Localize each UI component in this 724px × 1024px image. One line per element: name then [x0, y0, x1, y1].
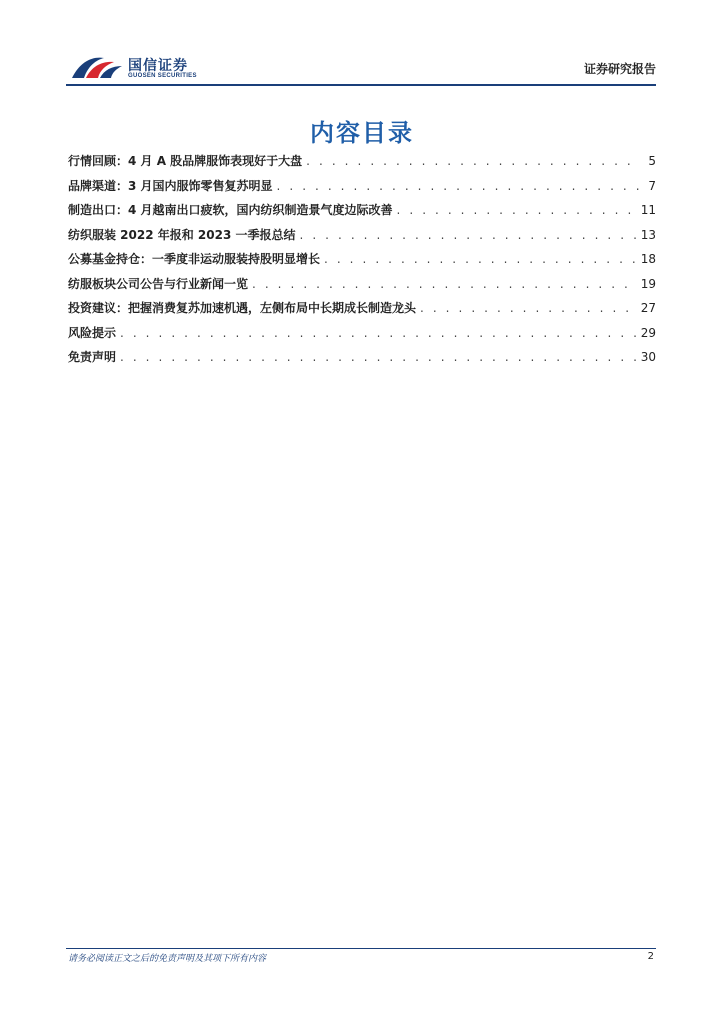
toc-title: 内容目录	[310, 119, 414, 147]
guosen-logo-icon	[70, 52, 124, 82]
toc-dot-leader	[306, 154, 640, 168]
toc-entry-label: 品牌渠道：3 月国内服饰零售复苏明显	[68, 178, 273, 193]
toc-entry-page: 18	[640, 252, 656, 266]
toc-dot-leader	[252, 277, 637, 291]
toc-entry-investment-advice[interactable]	[68, 299, 656, 324]
page-header	[70, 50, 656, 84]
report-type-label: 证券研究报告	[583, 62, 656, 76]
footer-divider	[66, 948, 656, 949]
header-divider	[66, 84, 656, 86]
footer-disclaimer-note: 请务必阅读正文之后的免责声明及其项下所有内容	[68, 954, 267, 964]
toc-entry-page: 29	[640, 325, 656, 340]
table-of-contents	[68, 152, 656, 373]
guosen-logo	[70, 52, 210, 82]
toc-entry-page: 13	[640, 227, 656, 242]
toc-dot-leader	[120, 350, 637, 364]
logo-text-cn: 国信证券	[128, 58, 188, 74]
toc-entry-label: 行情回顾：4 月 A 股品牌服饰表现好于大盘	[68, 154, 303, 168]
toc-entry-page: 19	[640, 276, 656, 291]
toc-entry-label: 纺服板块公司公告与行业新闻一览	[68, 276, 249, 291]
toc-entry-label: 免责声明	[68, 350, 117, 364]
toc-entry-risk-warning[interactable]	[68, 324, 656, 349]
toc-entry-brand-channel[interactable]	[68, 177, 656, 202]
toc-entry-page: 5	[648, 154, 656, 168]
toc-entry-label: 公募基金持仓：一季度非运动服装持股明显增长	[68, 252, 321, 266]
logo-text-en: GUOSEN SECURITIES	[128, 73, 197, 79]
toc-entry-page: 11	[640, 203, 656, 217]
toc-entry-market-review[interactable]	[68, 152, 656, 177]
toc-dot-leader	[120, 326, 637, 340]
toc-dot-leader	[324, 252, 637, 266]
toc-entry-page: 7	[648, 178, 656, 193]
toc-dot-leader	[277, 179, 640, 193]
toc-entry-company-news[interactable]	[68, 275, 656, 300]
toc-dot-leader	[397, 203, 637, 217]
toc-entry-label: 纺织服装 2022 年报和 2023 一季报总结	[68, 227, 296, 242]
toc-entry-annual-report-summary[interactable]	[68, 226, 656, 251]
toc-entry-manufacturing-export[interactable]	[68, 201, 656, 226]
toc-entry-label: 投资建议：把握消费复苏加速机遇，左侧布局中长期成长制造龙头	[68, 301, 417, 315]
toc-entry-label: 制造出口：4 月越南出口疲软，国内纺织制造景气度边际改善	[68, 203, 393, 217]
toc-dot-leader	[300, 228, 637, 242]
toc-entry-page: 30	[640, 350, 656, 364]
page-number: 2	[647, 951, 654, 962]
toc-entry-page: 27	[640, 301, 656, 315]
toc-dot-leader	[420, 301, 637, 315]
toc-entry-label: 风险提示	[68, 325, 117, 340]
toc-entry-disclaimer[interactable]	[68, 348, 656, 373]
toc-entry-fund-holdings[interactable]	[68, 250, 656, 275]
